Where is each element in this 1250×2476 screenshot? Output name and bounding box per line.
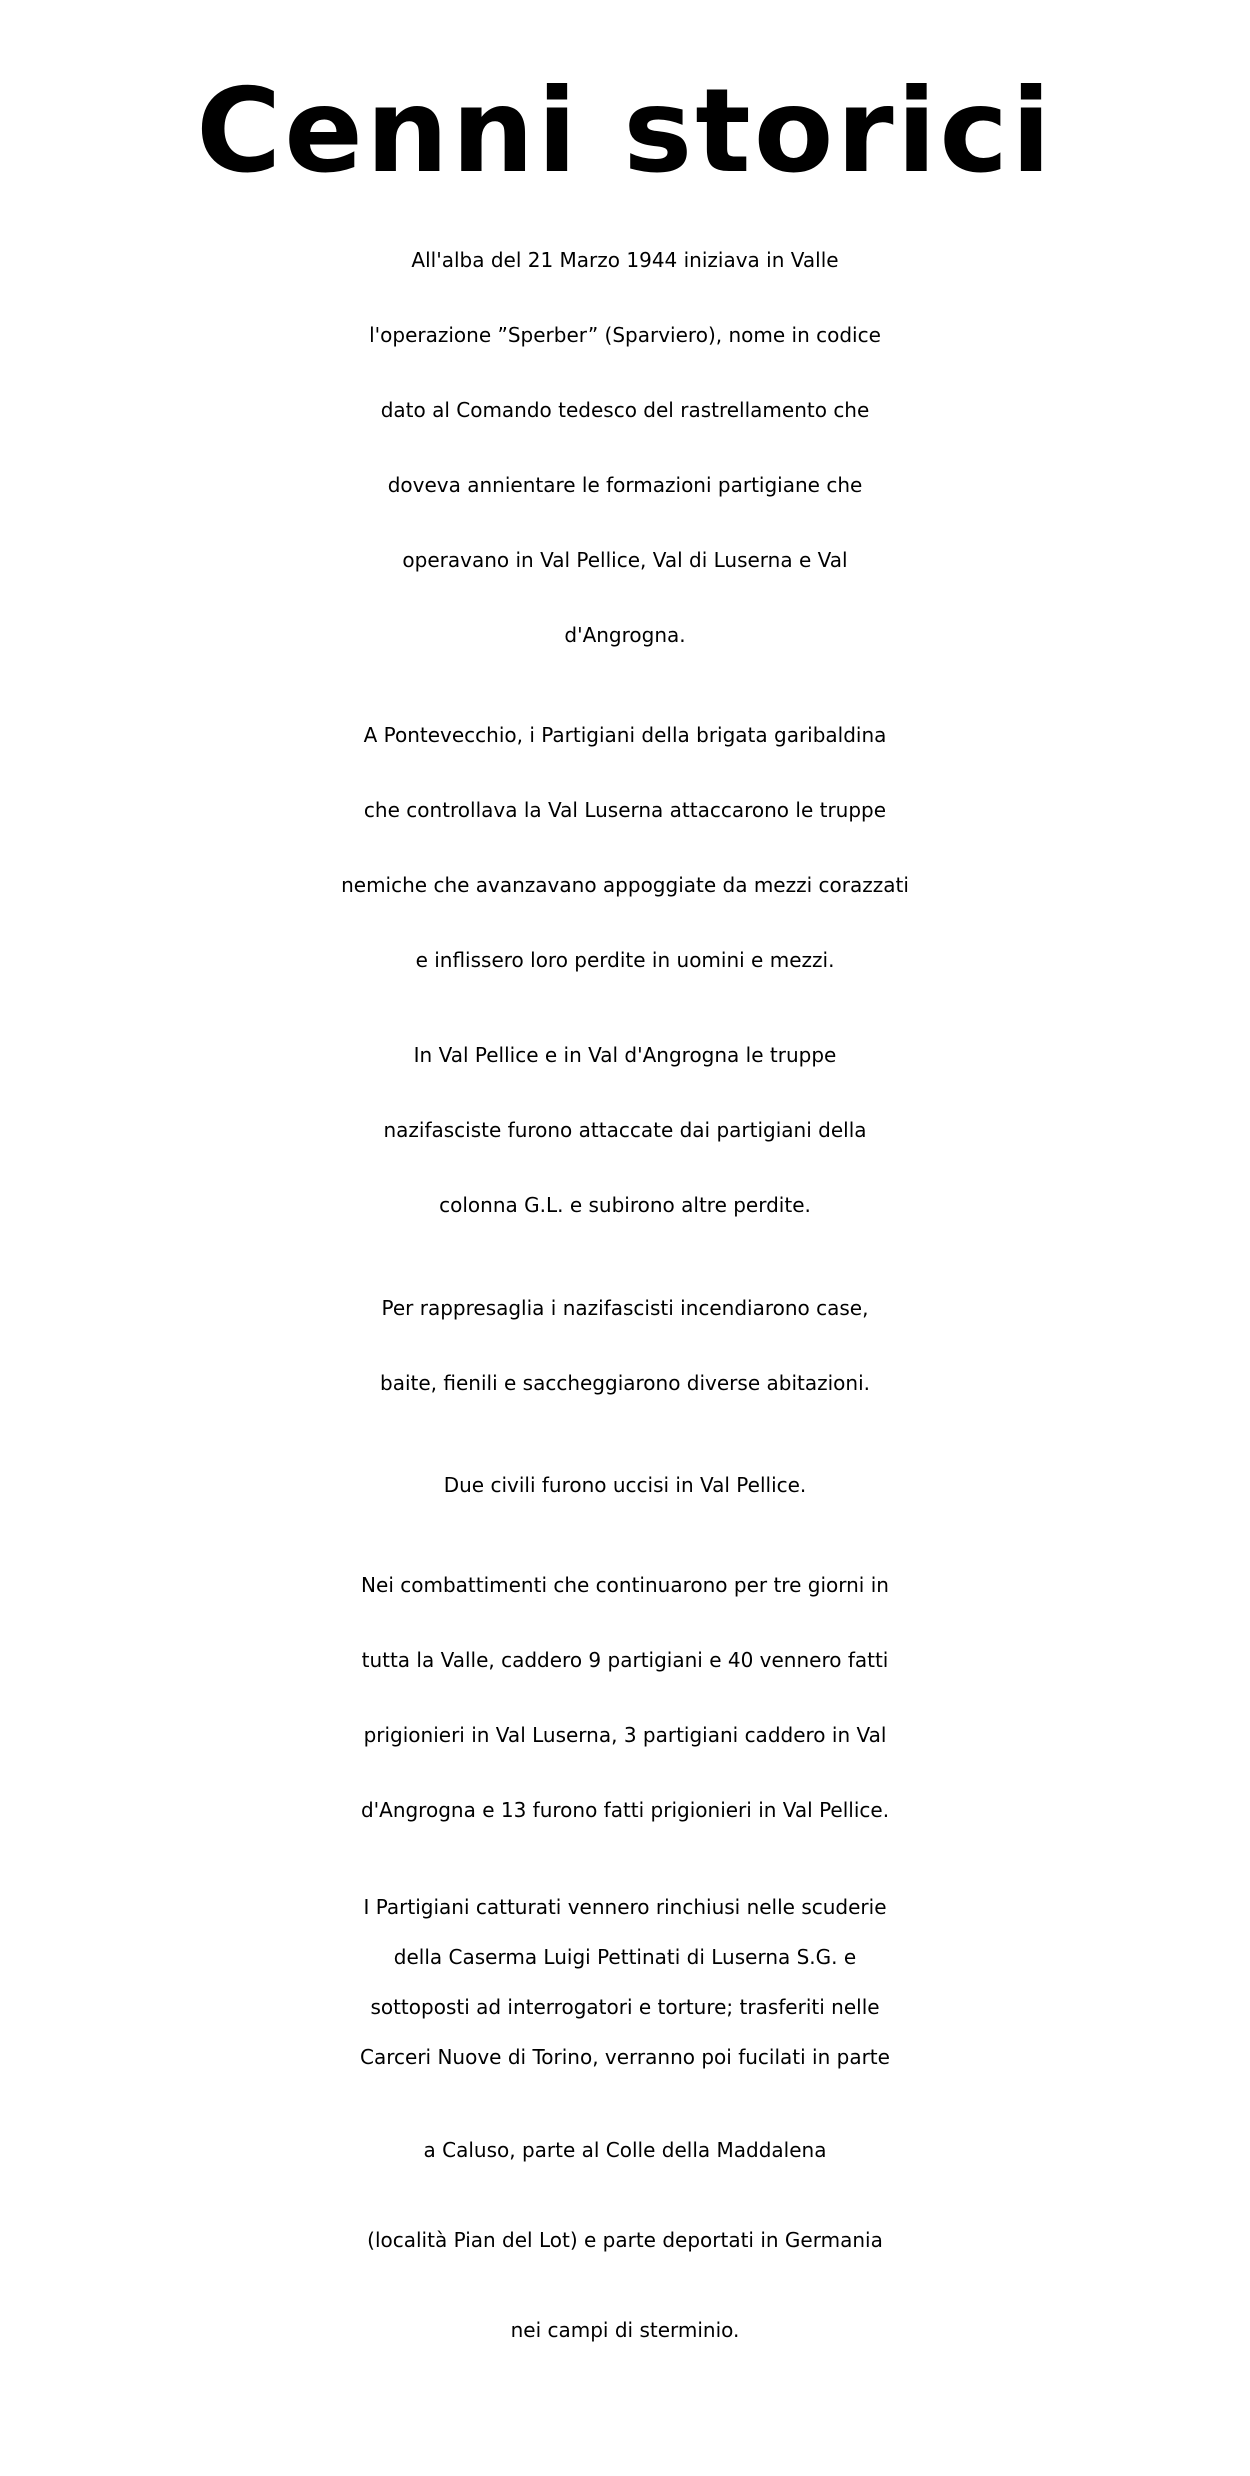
paragraph-3-line-2: nazifasciste furono attaccate dai partigiani della — [383, 1118, 867, 1142]
paragraph-3-line-3: colonna G.L. e subirono altre perdite. — [439, 1193, 811, 1217]
paragraph-6-line-2: tutta la Valle, caddero 9 partigiani e 40 vennero fatti — [361, 1648, 889, 1672]
paragraph-2-line-1: A Pontevecchio, i Partigiani della brigata garibaldina — [363, 723, 887, 747]
paragraph-6-line-4: d'Angrogna e 13 furono fatti prigionieri in Val Pellice. — [360, 1798, 890, 1822]
paragraph-3-line-1: In Val Pellice e in Val d'Angrogna le truppe — [413, 1043, 837, 1067]
paragraph-7-line-5: a Caluso, parte al Colle della Maddalena — [423, 2138, 827, 2162]
paragraph-7-line-7: nei campi di sterminio. — [510, 2318, 740, 2342]
paragraph-7-line-1: I Partigiani catturati vennero rinchiusi nelle scuderie — [363, 1895, 887, 1919]
paragraph-6-line-3: prigionieri in Val Luserna, 3 partigiani caddero in Val — [363, 1723, 887, 1747]
paragraph-7-line-3: sottoposti ad interrogatori e torture; trasferiti nelle — [370, 1995, 880, 2019]
paragraph-1-line-3: dato al Comando tedesco del rastrellamento che — [380, 398, 870, 422]
paragraph-5-line-1: Due civili furono uccisi in Val Pellice. — [443, 1473, 807, 1497]
paragraph-2-line-4: e inflissero loro perdite in uomini e mezzi. — [415, 948, 835, 972]
paragraph-7-line-2: della Caserma Luigi Pettinati di Luserna S.G. e — [393, 1945, 857, 1969]
paragraph-1-line-2: l'operazione ”Sperber” (Sparviero), nome in codice — [369, 323, 881, 347]
paragraph-1-line-5: operavano in Val Pellice, Val di Luserna e Val — [402, 548, 848, 572]
paragraph-4-line-1: Per rappresaglia i nazifascisti incendiarono case, — [381, 1296, 869, 1320]
paragraph-2-line-3: nemiche che avanzavano appoggiate da mezzi corazzati — [341, 873, 909, 897]
paragraph-1-line-6: d'Angrogna. — [564, 623, 686, 647]
paragraph-7-line-4: Carceri Nuove di Torino, verranno poi fucilati in parte — [360, 2045, 890, 2069]
page-title: Cenni storici — [196, 64, 1054, 199]
paragraph-1-line-1: All'alba del 21 Marzo 1944 iniziava in Valle — [411, 248, 839, 272]
paragraph-4-line-2: baite, fienili e saccheggiarono diverse abitazioni. — [380, 1371, 870, 1395]
paragraph-6-line-1: Nei combattimenti che continuarono per tre giorni in — [361, 1573, 889, 1597]
paragraph-1-line-4: doveva annientare le formazioni partigiane che — [387, 473, 863, 497]
paragraph-2-line-2: che controllava la Val Luserna attaccarono le truppe — [363, 798, 887, 822]
paragraph-7-line-6: (località Pian del Lot) e parte deportati in Germania — [367, 2228, 883, 2252]
